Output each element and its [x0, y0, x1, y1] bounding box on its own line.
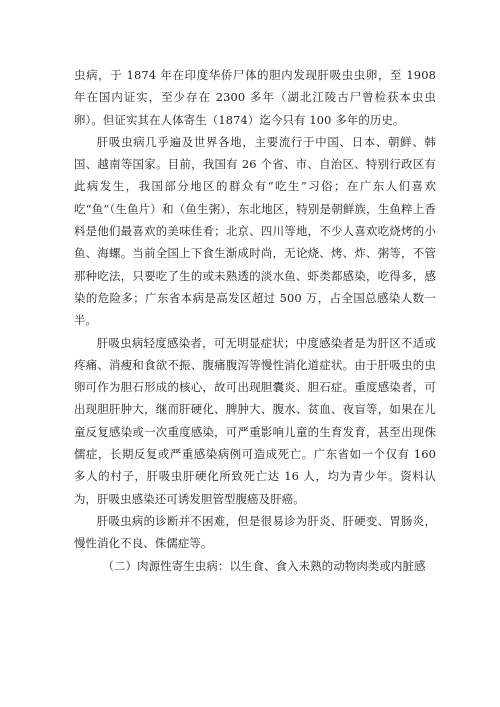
paragraph-history: 虫病，于 1874 年在印度华侨尸体的胆内发现肝吸虫虫卵，至 1908 年在国内证实，至少存在 2300 多年（湖北江陵古尸曾检获本虫虫卵）。但证实其在人体寄生（1874）迄今只有 100 多年的历史。 [74, 68, 436, 127]
document-body [74, 64, 436, 577]
paragraph-meat-parasites: （二）肉源性寄生虫病：以生食、食入未熟的动物肉类或内脏感 [102, 558, 426, 573]
paragraph-distribution: 肝吸虫病几乎遍及世界各地，主要流行于中国、日本、朝鲜、韩国、越南等国家。目前，我国有 26 个省、市、自治区、特别行政区有此病发生，我国部分地区的群众有“吃生”习俗；在广东人们喜欢吃“鱼”（生鱼片）和（鱼生粥），东北地区，特别是朝鲜族，生鱼粹上香料是他们最喜欢的美味佳肴；北京、四川等地，不少人喜欢吃烧烤的小鱼、海螺。当前全国上下食生渐成时尚，无论烧、烤、炸、粥等，不管那种吃法，只要吃了生的或未熟透的淡水鱼、虾类都感染，吃得多，感染的危险多；广东省本病是高发区超过 500 万，占全国总感染人数一半。 [74, 134, 436, 328]
paragraph-diagnosis: 肝吸虫病的诊断并不困难，但是很易诊为肝炎、肝硬变、胃肠炎，慢性消化不良、侏儒症等。 [74, 513, 436, 551]
paragraph-symptoms: 肝吸虫病轻度感染者，可无明显症状；中度感染者是为肝区不适或疼痛、消瘦和食欲不振、腹痛腹泻等慢性消化道症状。由于肝吸虫的虫卵可作为胆石形成的核心，故可出现胆囊炎、胆石症。重度感染者，可出现胆肝肿大，继而肝硬化、脾肿大、腹水、贫血、夜盲等，如果在儿童反复感染或一次重度感染，可严重影响儿童的生育发育，甚至出现侏儒症，长期反复或严重感染病例可造成死亡。广东省如一个仅有 160 多人的村子，肝吸虫肝硬化所致死亡达 16 人，均为青少年。资料认为，肝吸虫感染还可诱发胆管型腹癌及肝癌。 [74, 335, 436, 506]
